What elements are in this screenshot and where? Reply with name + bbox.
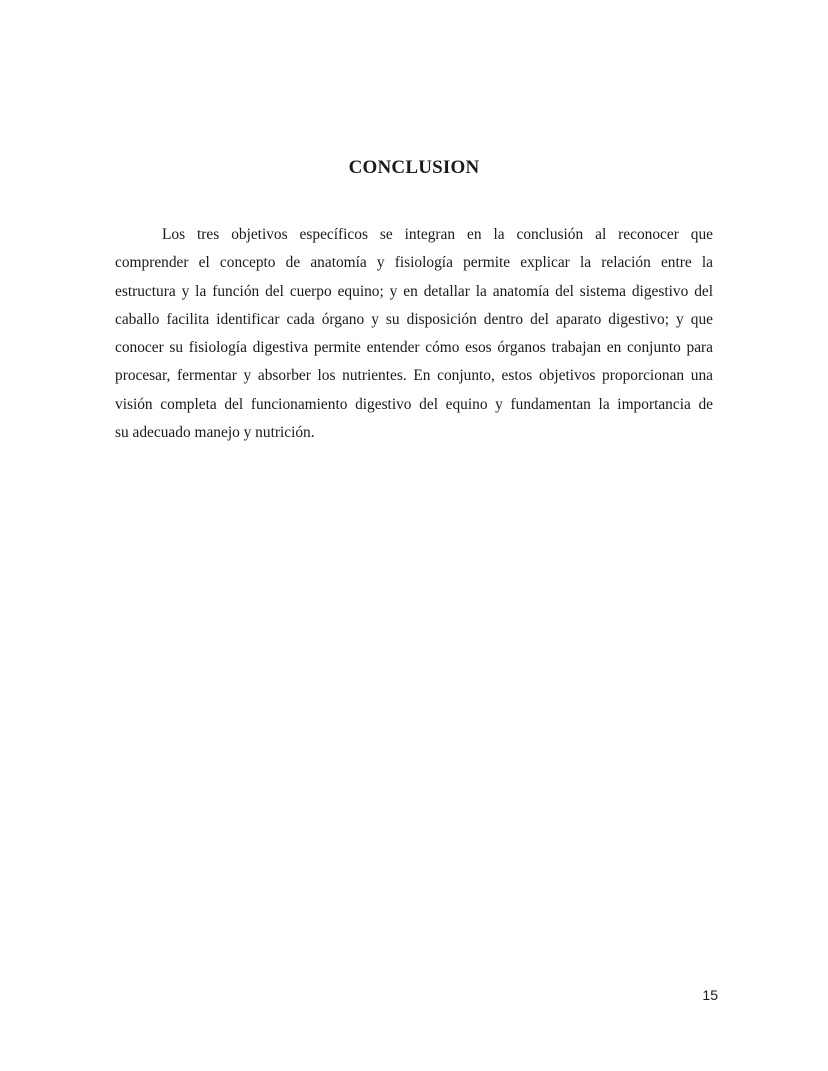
paragraph-line: procesar, fermentar y absorber los nutrientes. En conjunto, estos objetivos proporcionan una: [115, 367, 713, 385]
paragraph-line: Los tres objetivos específicos se integran en la conclusión al reconocer que: [162, 226, 713, 243]
paragraph-line: comprender el concepto de anatomía y fisiología permite explicar la relación entre la: [115, 254, 713, 272]
paragraph-line: conocer su fisiología digestiva permite entender cómo esos órganos trabajan en conjunto para: [115, 339, 713, 357]
paragraph-line: estructura y la función del cuerpo equino; y en detallar la anatomía del sistema digestivo del: [115, 282, 713, 300]
paragraph-line: su adecuado manejo y nutrición.: [115, 424, 315, 442]
conclusion-paragraph: [115, 221, 713, 447]
page-number: 15: [702, 987, 718, 1003]
page-title: CONCLUSION: [348, 157, 480, 178]
paragraph-line: visión completa del funcionamiento digestivo del equino y fundamentan la importancia de: [115, 395, 713, 413]
paragraph-line: caballo facilita identificar cada órgano y su disposición dentro del aparato digestivo; y que: [115, 310, 713, 328]
